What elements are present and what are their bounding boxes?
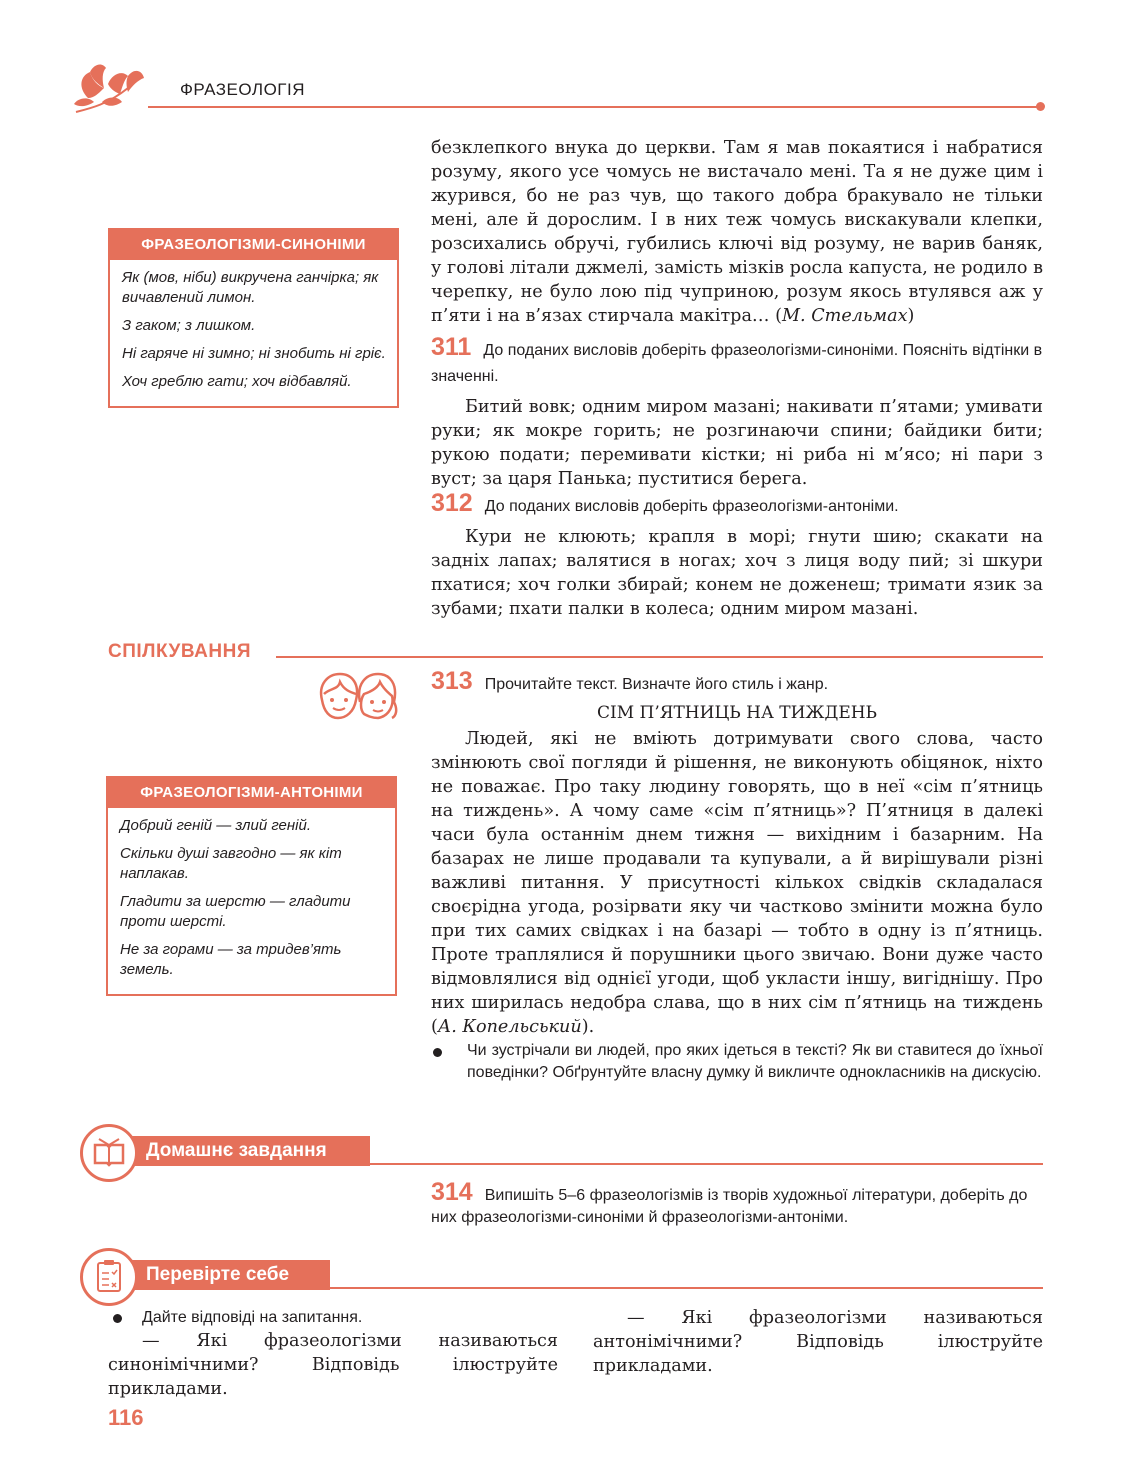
synonym-item: Хоч греблю гати; хоч відбавляй.: [122, 373, 352, 390]
sidebox-synonyms: [108, 228, 399, 408]
exercise-text: Кури не клюють; крапля в морі; гнути шию; скакати на задніх лапах; валятися в ногах; хоч з лиця воду пий; зі шкури пхатися; хоч голки збирай; конем не доженеш; тримати язик за зубами; пхати палки в колеса; одним миром мазані.: [431, 527, 1043, 619]
antonym-item: Добрий геній — злий геній.: [120, 817, 311, 834]
flower-ornament-icon: [68, 58, 148, 116]
bullet: [433, 1048, 442, 1057]
discussion-question: Чи зустрічали ви людей, про яких ідеться в тексті? Як ви ставитеся до їхньої поведінки? Обґрунтуйте власну думку й викличте однокласників на дискусію.: [467, 1042, 1043, 1081]
selfcheck-question-2: — Які фразеологізми називаються антонімічними? Відповідь ілюструйте прикладами.: [593, 1308, 1043, 1376]
exercise-task: До поданих висловів доберіть фразеологізми-антоніми.: [484, 498, 899, 515]
section-header: ФРАЗЕОЛОГІЯ: [180, 80, 305, 99]
selfcheck-intro: Дайте відповіді на запитання.: [142, 1309, 363, 1326]
exercise-task: Прочитайте текст. Визначте його стиль і жанр.: [484, 676, 829, 693]
antonym-item: Гладити за шерстю — гладити проти шерсті.: [120, 893, 351, 930]
exercise-task: Випишіть 5–6 фразеологізмів із творів художньої літератури, доберіть до них фразеологізми-синоніми й фразеологізми-антоніми.: [431, 1187, 1028, 1226]
exercise-number: 311: [431, 333, 472, 361]
synonym-item: З гаком; з лишком.: [122, 317, 256, 334]
homework-banner-label: Домашнє завдання: [146, 1140, 327, 1161]
bullet: [113, 1314, 122, 1323]
homework-banner: [132, 1136, 370, 1166]
exercise-number: 313: [431, 667, 473, 695]
exercise-text: Людей, які не вміють дотримувати свого слова, часто змінюють свої погляди й рішення, не виконують обіцянок, ніхто не поважає. Про таку людину говорять, що в неї «сім п’ятниць на тиждень». А чому саме «сім п’ятниць»? П’ятниця в далекі часи була останнім днем тижня — вихідним і базарним. На базарах не лише продавали та купували, а й вирішували різні важливі питання. У присутності кількох свідків складалася своєрідна угода, розірвати яку чи частково змінити можна було при тих самих свідках і на базарі — тобто в одну із п’ятниць. Проте траплялися й порушники цього звичаю. Вони дуже часто відмовлялися від однієї угоди, щоб укласти іншу, вигіднішу. Про них ширилась недобра слава, що в них сім п’ятниць на тиждень (А. Копельський).: [431, 729, 1043, 1037]
exercise-text: Битий вовк; одним миром мазані; накивати п’ятами; умивати руки; як мокре горить; не розгинаючи спини; байдики бити; рукою подати; перемивати кістки; ні риба ні м’ясо; ні пари з вуст; за царя Панька; пуститися берега.: [431, 397, 1043, 489]
book-icon: [80, 1124, 138, 1182]
exercise-number: 314: [431, 1178, 473, 1206]
text-author: А. Копельський: [437, 1017, 582, 1037]
synonym-item: Ні гаряче ні зимно; ні знобить ні гріє.: [122, 345, 386, 362]
text-heading: СІМ П’ЯТНИЦЬ НА ТИЖДЕНЬ: [596, 703, 878, 723]
synonym-item: Як (мов, ніби) викручена ганчірка; як вичавлений лимон.: [122, 269, 379, 306]
exercise-number: 312: [431, 489, 473, 517]
exercise-task: До поданих висловів доберіть фразеологізми-синоніми. Поясніть відтінки в значенні.: [431, 342, 1043, 385]
selfcheck-banner-label: Перевірте себе: [146, 1264, 290, 1285]
sidebox-antonyms: [106, 776, 397, 996]
antonym-item: Не за горами — за тридев’ять земель.: [120, 941, 342, 978]
header-dot: [1036, 102, 1045, 111]
intro-author: М. Стельмах: [782, 306, 908, 326]
intro-body: безклепкого внука до церкви. Там я мав покаятися і набратися розуму, якого усе чомусь не вистачало мені. Та я не дуже цим і журився, бо не раз чув, що такого добра бракувало не тільки мені, але й дорослим. І в них теж чомусь вискакували клепки, розсихались обручі, губились ключі від розуму, не варив баняк, у голові літали джмелі, замість мізків росла капуста, не родило в черепку, не було лою під чуприною, розум якось втулявся аж у п’яти і на в’язах стирчала макітра…: [431, 138, 1043, 326]
sidebox-antonyms-title: ФРАЗЕОЛОГІЗМИ-АНТОНІМИ: [108, 778, 395, 808]
selfcheck-banner: [132, 1260, 330, 1290]
sidebox-synonyms-title: ФРАЗЕОЛОГІЗМИ-СИНОНІМИ: [110, 230, 397, 260]
exercise-body: Людей, які не вміють дотримувати свого слова, часто змінюють свої погляди й рішення, не виконують обіцянок, ніхто не поважає. Про таку людину говорять, що в неї «сім п’ятниць на тиждень». А чому саме «сім п’ятниць»? П’ятниця в далекі часи була останнім днем тижня — вихідним і базарним. На базарах не лише продавали та купували, а й вирішували різні важливі питання. У присутності кількох свідків складалася своєрідна угода, розірвати яку чи частково змінити можна було при тих самих свідках і на базарі — тобто в одну із п’ятниць. Проте траплялися й порушники цього звичаю. Вони дуже часто відмовлялися від однієї угоди, щоб укласти іншу, вигіднішу. Про них ширилась недобра слава, що в них сім п’ятниць на тиждень: [431, 729, 1043, 1013]
intro-text: безклепкого внука до церкви. Там я мав покаятися і набратися розуму, якого усе чомусь не вистачало мені. Та я не дуже цим і журився, бо не раз чув, що такого добра бракувало не тільки мені, але й дорослим. І в них теж чомусь вискакували клепки, розсихались обручі, губились ключі від розуму, не варив баняк, у голові літали джмелі, замість мізків росла капуста, не родило в черепку, не було лою під чуприною, розум якось втулявся аж у п’яти і на в’язах стирчала макітра… (М. Стельмах): [431, 138, 1043, 326]
exercise-311: [431, 334, 1043, 491]
exercise-314: [431, 1178, 1043, 1229]
exercise-312: [431, 490, 1043, 621]
communication-icon: [316, 670, 400, 722]
communication-rule: [276, 656, 1043, 658]
exercise-313: [431, 668, 1043, 1039]
selfcheck-question-1: — Які фразеологізми називаються синонімічними? Відповідь ілюструйте прикладами.: [108, 1331, 558, 1399]
communication-title: СПІЛКУВАННЯ: [108, 641, 251, 662]
page-number: 116: [108, 1405, 144, 1430]
antonym-item: Скільки душі завгодно — як кіт наплакав.: [120, 845, 342, 882]
checklist-icon: [80, 1248, 138, 1306]
header-divider: [148, 106, 1040, 108]
